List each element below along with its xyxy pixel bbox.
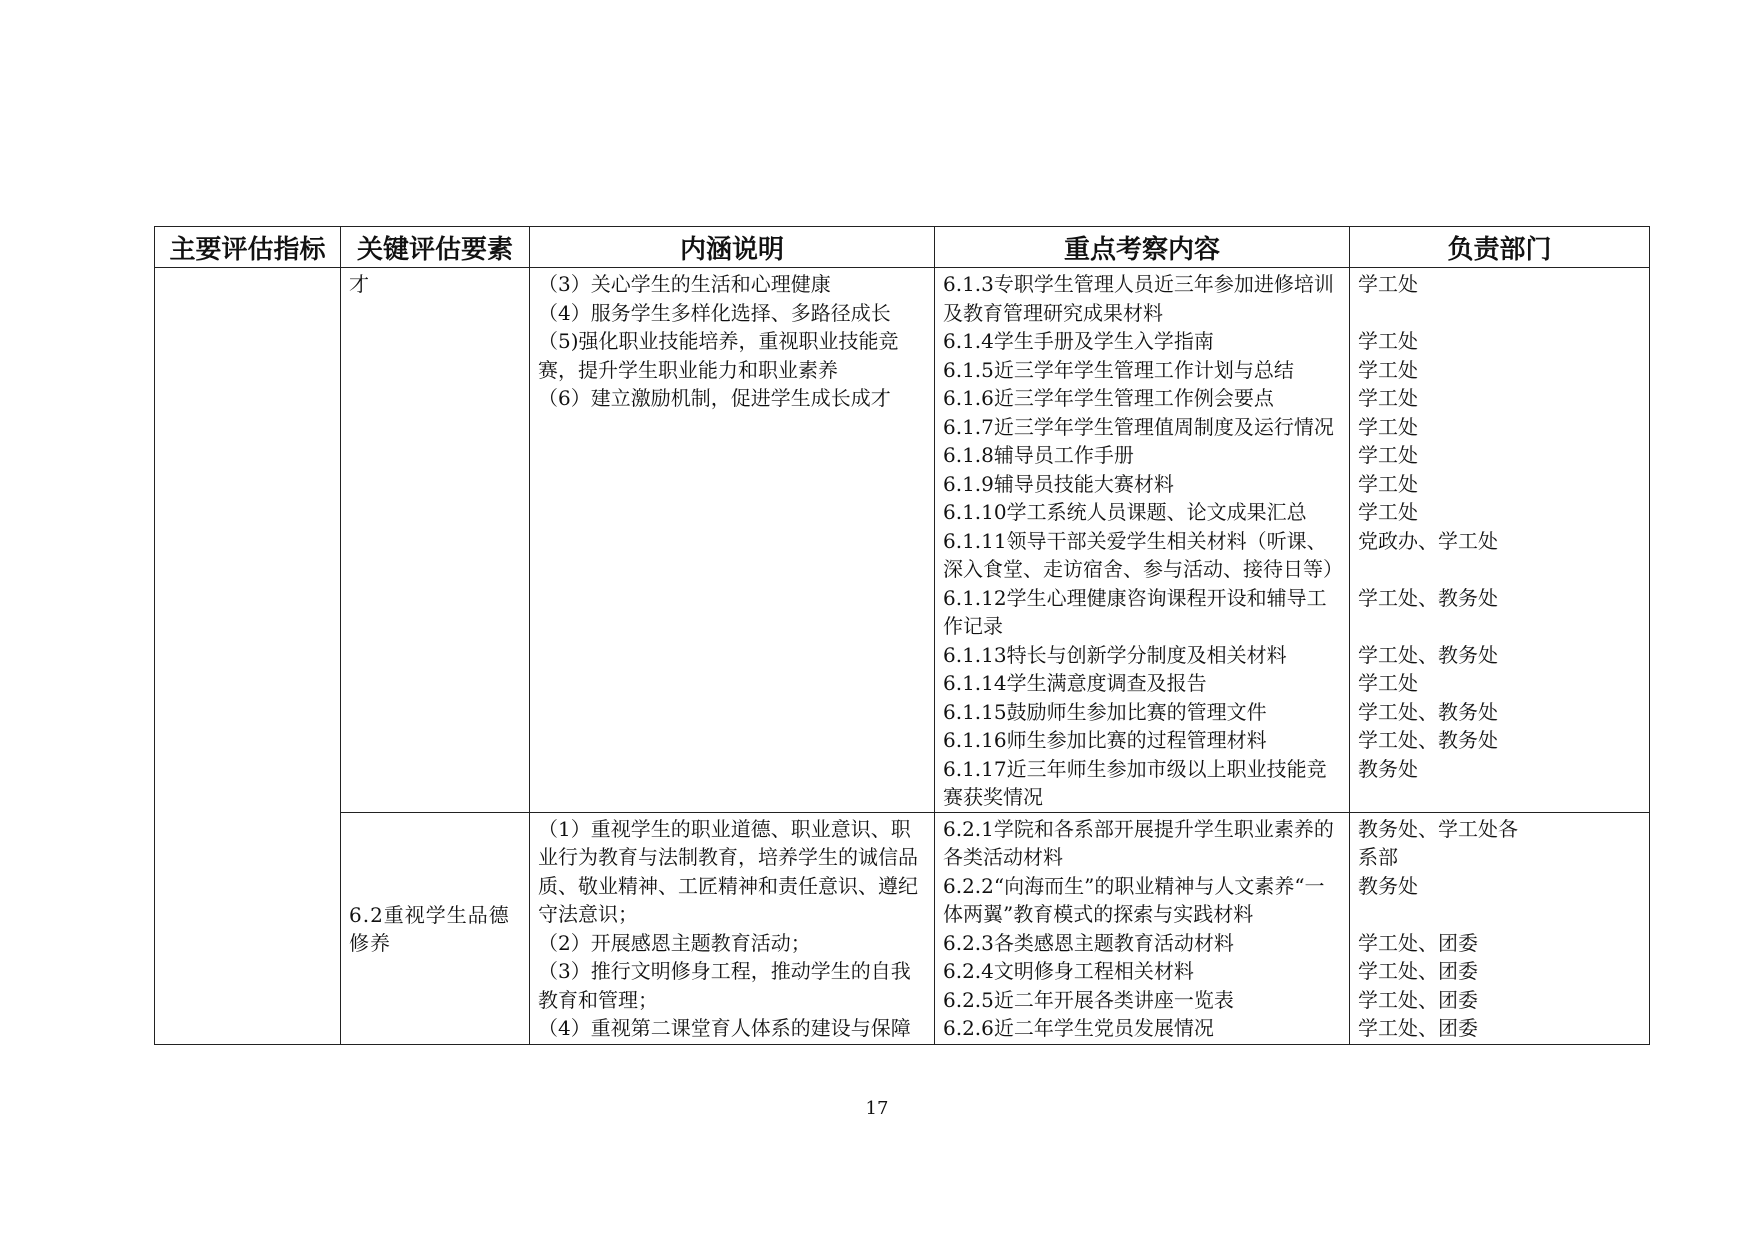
review-item: 6.1.6近三学年学生管理工作例会要点 [943,386,1274,410]
description-cell [530,812,935,1044]
header-description: 内涵说明 [530,227,935,268]
department-item: 学工处、团委 [1358,959,1478,983]
review-item: 6.2.2“向海而生”的职业精神与人文素养“一体两翼”教育模式的探索与实践材料 [943,873,1325,926]
description-line: （4）重视第二课堂育人体系的建设与保障 [538,1016,911,1040]
department-item: 学工处、团委 [1358,930,1478,955]
page-number: 17 [865,1098,889,1119]
key-element-cell [341,268,530,813]
review-item: 6.1.15鼓励师生参加比赛的管理文件 [943,699,1267,724]
review-item: 6.1.12学生心理健康咨询课程开设和辅导工作记录 [943,585,1327,638]
department-item: 党政办、学工处 [1358,528,1498,553]
review-item: 6.1.10学工系统人员课题、论文成果汇总 [943,500,1307,524]
review-item: 6.2.4文明修身工程相关材料 [943,959,1194,983]
department-cell [1350,268,1650,813]
review-item: 6.1.17近三年师生参加市级以上职业技能竞赛获奖情况 [943,756,1327,809]
review-item: 6.1.8辅导员工作手册 [943,443,1134,467]
review-item: 6.1.16师生参加比赛的过程管理材料 [943,728,1267,752]
department-item: 教务处 [1358,873,1418,898]
description-line: （1）重视学生的职业道德、职业意识、职业行为教育与法制教育，培养学生的诚信品质、敬业精神、工匠精神和责任意识、遵纪守法意识； [538,816,918,926]
department-item: 学工处、团委 [1358,1016,1478,1040]
department-item: 学工处、教务处 [1358,699,1498,724]
department-item: 学工处 [1358,386,1418,410]
review-item: 6.2.6近二年学生党员发展情况 [943,1016,1214,1040]
review-item: 6.1.11领导干部关爱学生相关材料（听课、深入食堂、走访宿舍、参与活动、接待日等） [943,528,1343,581]
header-key-element: 关键评估要素 [341,227,530,268]
key-element-cell [341,812,530,1044]
department-item: 学工处、教务处 [1358,728,1498,752]
description-line: （6）建立激励机制，促进学生成长成才 [538,386,891,410]
department-item: 学工处 [1358,357,1418,382]
review-item: 6.1.13特长与创新学分制度及相关材料 [943,642,1287,667]
department-item: 学工处 [1358,329,1418,353]
header-main-indicator: 主要评估指标 [155,227,341,268]
review-item: 6.1.7近三学年学生管理值周制度及运行情况 [943,414,1334,439]
department-cell [1350,812,1650,1044]
department-item: 学工处 [1358,500,1418,524]
description-line: （3）关心学生的生活和心理健康 [538,272,831,296]
department-item: 学工处 [1358,471,1418,496]
review-item: 6.2.3各类感恩主题教育活动材料 [943,930,1234,955]
header-department: 负责部门 [1350,227,1650,268]
description-line: （4）服务学生多样化选择、多路径成长 [538,300,891,325]
review-item: 6.1.14学生满意度调查及报告 [943,671,1207,695]
department-item: 学工处 [1358,272,1418,296]
department-item: 学工处、团委 [1358,987,1478,1012]
review-content-cell [935,268,1350,813]
review-item: 6.2.5近二年开展各类讲座一览表 [943,987,1234,1012]
department-item: 教务处 [1358,756,1418,781]
description-line: （2）开展感恩主题教育活动； [538,930,811,955]
table-header-row [155,227,1650,268]
department-item: 学工处 [1358,414,1418,439]
description-cell [530,268,935,813]
review-item: 6.1.4学生手册及学生入学指南 [943,329,1214,353]
department-item: 学工处、教务处 [1358,642,1498,667]
review-item: 6.1.9辅导员技能大赛材料 [943,471,1174,496]
table-row [155,812,1650,1044]
evaluation-table [154,226,1650,1045]
key-element-text: 6.2重视学生品德修养 [349,902,510,955]
department-item: 学工处 [1358,671,1418,695]
review-item: 6.1.3专职学生管理人员近三年参加进修培训及教育管理研究成果材料 [943,272,1334,325]
description-line: （3）推行文明修身工程，推动学生的自我教育和管理； [538,959,911,1012]
review-item: 6.2.1学院和各系部开展提升学生职业素养的各类活动材料 [943,816,1334,869]
main-indicator-cell [155,268,341,1045]
description-line: （5)强化职业技能培养，重视职业技能竞赛，提升学生职业能力和职业素养 [538,329,899,382]
header-review-content: 重点考察内容 [935,227,1350,268]
department-item: 教务处、学工处各系部 [1358,816,1518,869]
key-element-text: 才 [349,272,369,296]
review-item: 6.1.5近三学年学生管理工作计划与总结 [943,357,1294,382]
department-item: 学工处 [1358,443,1418,467]
department-item: 学工处、教务处 [1358,585,1498,610]
review-content-cell [935,812,1350,1044]
table-row [155,268,1650,813]
